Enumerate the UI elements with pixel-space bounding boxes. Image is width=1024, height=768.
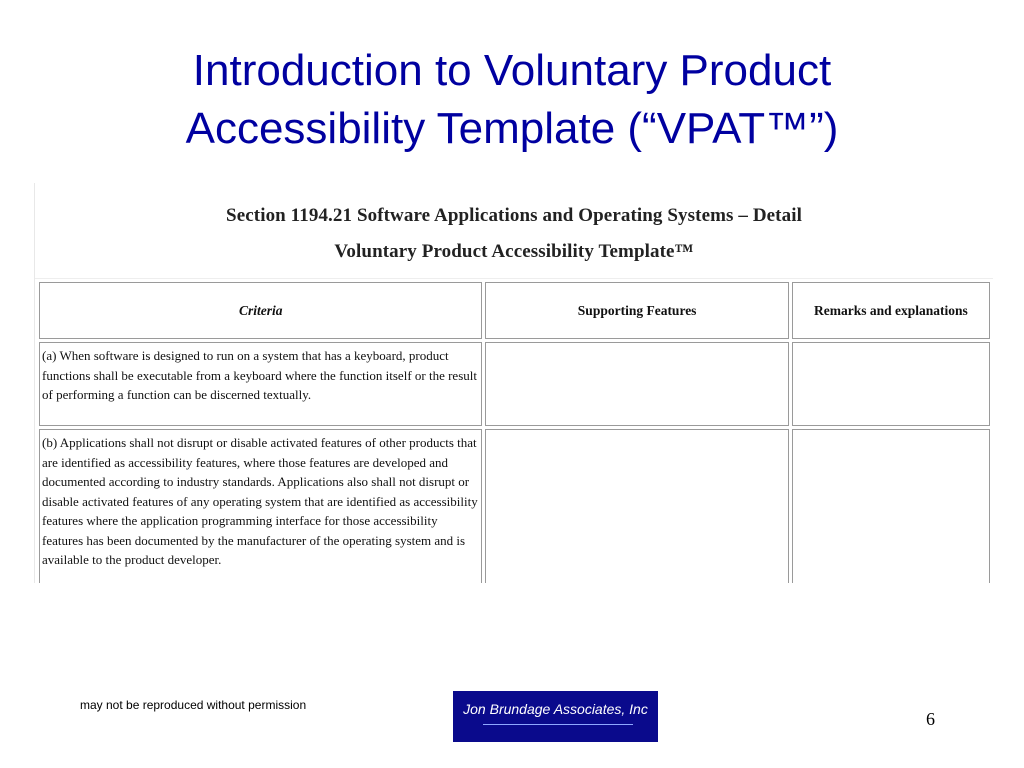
remarks-cell [792, 429, 990, 583]
slide-title [0, 42, 1024, 158]
table-row [39, 342, 990, 426]
vpat-document-screenshot [34, 183, 993, 583]
supporting-features-cell [485, 429, 788, 583]
column-header-supporting-features: Supporting Features [485, 282, 788, 339]
company-logo [453, 691, 658, 742]
supporting-features-cell [485, 342, 788, 426]
table-row [39, 429, 990, 583]
column-header-criteria: Criteria [39, 282, 482, 339]
page-number: 6 [926, 709, 935, 729]
slide-title-line-2: Accessibility Template (“VPAT™”) [185, 104, 839, 153]
vpat-table [36, 279, 993, 583]
remarks-cell [792, 342, 990, 426]
slide-title-line-1: Introduction to Voluntary Product [192, 46, 832, 95]
document-template-heading: Voluntary Product Accessibility Template™ [334, 241, 694, 262]
table-header-row [39, 282, 990, 339]
criteria-cell: (b) Applications shall not disrupt or disable activated features of other products that are identified as accessibility features, where those features are developed and documented according to industry standards. Applications also shall not disrupt or disable activated features of any operating system that are identified as accessibility features where the application programming interface for those accessibility features has been documented by the manufacturer of the operating system and is available to the product developer. [39, 429, 482, 583]
copyright-note: may not be reproduced without permission [80, 698, 307, 712]
company-logo-text: Jon Brundage Associates, Inc [463, 701, 648, 717]
document-section-heading: Section 1194.21 Software Applications and Operating Systems – Detail [226, 205, 802, 226]
logo-underline [483, 724, 633, 725]
criteria-cell: (a) When software is designed to run on a system that has a keyboard, product functions shall be executable from a keyboard where the function itself or the result of performing a function can be discerned textually. [39, 342, 482, 426]
column-header-remarks: Remarks and explanations [792, 282, 990, 339]
